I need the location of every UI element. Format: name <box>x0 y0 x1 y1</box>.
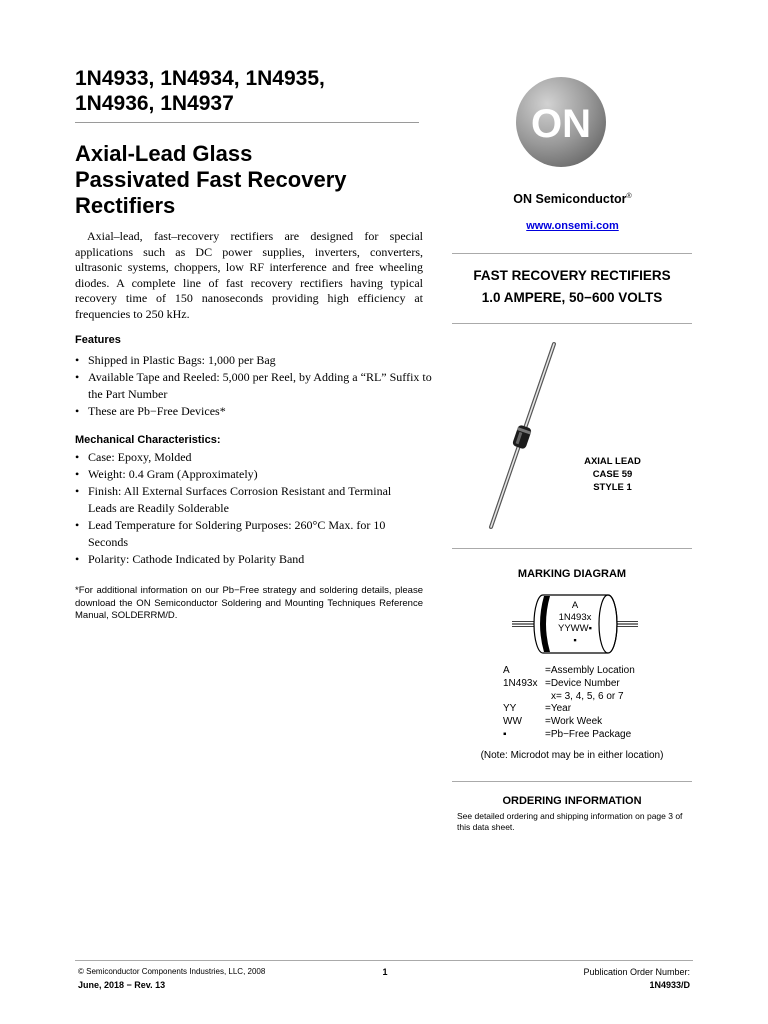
marking-legend <box>503 665 703 742</box>
page-number: 1 <box>382 967 388 977</box>
sidebar-divider <box>452 323 692 324</box>
list-item: • Weight: 0.4 Gram (Approximately) <box>75 466 420 483</box>
revision-date: June, 2018 − Rev. 13 <box>78 980 166 990</box>
ordering-info-title: ORDERING INFORMATION <box>502 795 642 807</box>
marking-line-1: A <box>571 600 579 611</box>
legend-row <box>503 678 703 691</box>
features-heading: Features <box>75 334 121 346</box>
marking-line-2: 1N493x <box>558 611 592 623</box>
legend-row <box>503 729 703 742</box>
website-link[interactable]: www.onsemi.com <box>526 220 619 232</box>
list-item: • These are Pb−Free Devices* <box>75 403 437 420</box>
case-line-3: STYLE 1 <box>593 482 632 493</box>
sidebar-divider <box>452 781 692 782</box>
pb-free-footnote: *For additional information on our Pb−Free strategy and soldering details, please download the ON Semiconductor Soldering and Mounting Techniques Reference Manual, SOLDERRM/D. <box>75 585 423 621</box>
list-item: • Lead Temperature for Soldering Purposes: 260°C Max. for 10 Seconds <box>75 517 420 551</box>
mechanical-list <box>75 449 420 568</box>
sidebar-divider <box>452 548 692 549</box>
legend-key: YY <box>503 703 517 715</box>
legend-row <box>503 716 703 729</box>
document-title <box>75 141 425 219</box>
list-item: • Case: Epoxy, Molded <box>75 449 420 466</box>
title-divider <box>75 122 419 123</box>
case-line-1: AXIAL LEAD <box>584 456 641 467</box>
on-semi-logo <box>515 76 607 168</box>
marking-line-4: ▪ <box>573 634 577 646</box>
company-name-text: ON Semiconductor <box>513 192 627 206</box>
legend-value: =Work Week <box>545 716 603 728</box>
legend-row <box>503 691 703 704</box>
rectifier-line-2: 1.0 AMPERE, 50−600 VOLTS <box>481 290 663 305</box>
legend-value: =Pb−Free Package <box>545 728 632 740</box>
registered-mark: ® <box>626 192 632 200</box>
legend-key <box>503 691 545 704</box>
microdot-note: (Note: Microdot may be in either location) <box>480 750 664 761</box>
rectifier-line-1: FAST RECOVERY RECTIFIERS <box>473 268 671 283</box>
legend-key: ▪ <box>503 728 507 740</box>
list-item: • Shipped in Plastic Bags: 1,000 per Bag <box>75 352 437 369</box>
rectifier-rating-heading <box>452 265 692 309</box>
part-number-line-2: 1N4936, 1N4937 <box>75 92 234 115</box>
marking-diagram-title: MARKING DIAGRAM <box>517 568 627 580</box>
legend-value: x= 3, 4, 5, 6 or 7 <box>551 690 624 702</box>
legend-value: =Year <box>545 703 572 715</box>
ordering-info-text: See detailed ordering and shipping information on page 3 of this data sheet. <box>457 811 683 832</box>
legend-row <box>503 665 703 678</box>
case-line-2: CASE 59 <box>592 469 633 480</box>
list-item: • Available Tape and Reeled: 5,000 per Reel, by Adding a “RL” Suffix to the Part Number <box>75 369 437 403</box>
sidebar-divider <box>452 253 692 254</box>
logo-text: ON <box>531 102 591 146</box>
title-line-1: Axial-Lead Glass <box>75 141 253 166</box>
legend-key: A <box>503 665 510 676</box>
title-line-3: Rectifiers <box>75 193 176 218</box>
part-number-line-1: 1N4933, 1N4934, 1N4935, <box>75 67 325 90</box>
case-label <box>570 455 655 494</box>
publication-label: Publication Order Number: <box>583 967 690 977</box>
marking-line-3: YYWW▪ <box>558 623 592 634</box>
copyright-text: © Semiconductor Components Industries, LLC, 2008 <box>78 967 266 976</box>
intro-paragraph: Axial–lead, fast–recovery rectifiers are designed for special applications such as DC power supplies, inverters, converters, ultrasonic systems, choppers, low RF interference and free wheeling diodes. A complete line of fast recovery rectifiers having typical recovery time of 150 nanoseconds providing high efficiency at frequencies to 250 kHz. <box>75 229 423 321</box>
mechanical-heading: Mechanical Characteristics: <box>75 434 221 446</box>
features-list <box>75 352 437 420</box>
legend-row <box>503 703 703 716</box>
legend-key: 1N493x <box>503 677 538 689</box>
legend-value: =Device Number <box>545 677 620 689</box>
company-name <box>460 192 685 206</box>
legend-key: WW <box>503 716 522 728</box>
axial-diode-image <box>470 340 570 535</box>
part-number-title <box>75 66 425 116</box>
list-item: • Polarity: Cathode Indicated by Polarity Band <box>75 551 420 568</box>
legend-value: =Assembly Location <box>545 665 635 676</box>
footer-divider <box>75 960 693 961</box>
publication-number: 1N4933/D <box>649 980 690 990</box>
list-item: • Finish: All External Surfaces Corrosion Resistant and Terminal Leads are Readily Solderable <box>75 483 420 517</box>
marking-text <box>548 600 602 646</box>
title-line-2: Passivated Fast Recovery <box>75 167 347 192</box>
